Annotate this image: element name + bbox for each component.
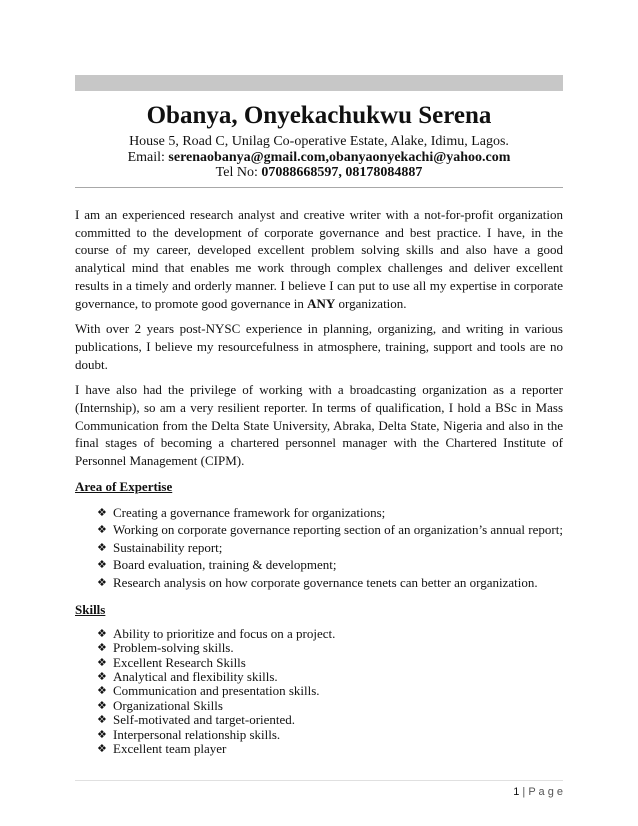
expertise-list [75,504,563,592]
summary-paragraph-1 [75,206,563,312]
expertise-item-text: Creating a governance framework for organizations; [113,504,386,520]
page-footer [513,786,563,798]
footer-divider [75,780,563,781]
skill-item-text: Problem-solving skills. [113,640,234,656]
skill-item-text: Analytical and flexibility skills. [113,668,278,684]
skill-item-text: Communication and presentation skills. [113,683,320,699]
diamond-bullet-icon: ❖ [97,641,107,655]
expertise-heading: Area of Expertise [75,478,173,494]
address-line: House 5, Road C, Unilag Co-operative Estate, Alake, Idimu, Lagos. [129,134,509,149]
skill-item-text: Excellent team player [113,741,227,756]
candidate-name: Obanya, Onyekachukwu Serena [146,102,492,129]
skills-heading: Skills [75,602,106,618]
summary-p1-tail: organization. [335,295,407,311]
expertise-item-text: Sustainability report; [113,539,223,555]
skill-item-text: Self-motivated and target-oriented. [113,712,296,728]
expertise-item [97,574,563,592]
summary-paragraph-3: I have also had the privilege of working with a broadcasting organization as a reporter (Internship), so am a very resilient reporter. In terms of qualification, I hold a BSc in Mass Communication from the Delta State University, Abraka, Delta State, Nigeria and also in the final stages of becoming a chartered personnel manager with the Chartered Institute of Personnel Management (CIPM). [75,382,563,469]
expertise-item [97,556,563,574]
skill-item-text: Excellent Research Skills [113,654,246,670]
page-label: P a g e [528,786,563,798]
skill-item [97,670,563,684]
skill-item-text: Organizational Skills [113,697,223,713]
skill-item [97,656,563,670]
skill-item [97,699,563,713]
header-bar [75,75,563,91]
page-number: 1 [513,786,520,798]
skill-item-text: Ability to prioritize and focus on a project. [113,625,336,641]
diamond-bullet-icon: ❖ [97,655,107,669]
diamond-bullet-icon: ❖ [97,505,107,519]
diamond-bullet-icon: ❖ [97,558,107,572]
diamond-bullet-icon: ❖ [97,742,107,755]
diamond-bullet-icon: ❖ [97,713,107,727]
skill-item [97,742,563,756]
email-label: Email: [127,150,169,165]
expertise-item-text: Research analysis on how corporate governance tenets can better an organization. [113,574,538,590]
diamond-bullet-icon: ❖ [97,575,107,589]
skill-item-text: Interpersonal relationship skills. [113,726,281,742]
expertise-item-text: Working on corporate governance reporting section of an organization’s annual report; [113,522,563,538]
email-value: serenaobanya@gmail.com,obanyaonyekachi@yahoo.com [168,150,511,165]
phone-label: Tel No: [215,165,262,180]
resume-body [75,206,563,766]
diamond-bullet-icon: ❖ [97,626,107,640]
diamond-bullet-icon: ❖ [97,669,107,683]
skill-item [97,713,563,727]
expertise-item [97,521,563,539]
diamond-bullet-icon: ❖ [97,523,107,537]
summary-p1-emphasis: ANY [307,295,336,311]
summary-paragraph-2: With over 2 years post-NYSC experience in planning, organizing, and writing in various publications, I believe my resourcefulness in atmosphere, training, support and tools are no doubt. [75,321,563,372]
phone-line [0,164,638,181]
diamond-bullet-icon: ❖ [97,684,107,698]
diamond-bullet-icon: ❖ [97,727,107,741]
expertise-item [97,539,563,557]
skill-item [97,627,563,641]
summary-p1-text: I am an experienced research analyst and creative writer with a not-for-profit organization committed to the development of corporate governance and best practice. I have, in the course of my career, developed excellent problem solving skills and also have a good analytical mind that enables me work through complex challenges and deliver excellent results in a timely and orderly manner. I believe I can put to use all my expertise in corporate governance, to promote good governance in [75,207,563,311]
diamond-bullet-icon: ❖ [97,698,107,712]
expertise-item [97,504,563,522]
diamond-bullet-icon: ❖ [97,540,107,554]
skill-item [97,684,563,698]
skill-item [97,641,563,655]
header-divider [75,187,563,188]
skills-list [75,627,563,757]
phone-value: 07088668597, 08178084887 [261,165,423,180]
skill-item [97,728,563,742]
expertise-item-text: Board evaluation, training & development; [113,557,337,573]
footer-separator: | [519,786,529,798]
